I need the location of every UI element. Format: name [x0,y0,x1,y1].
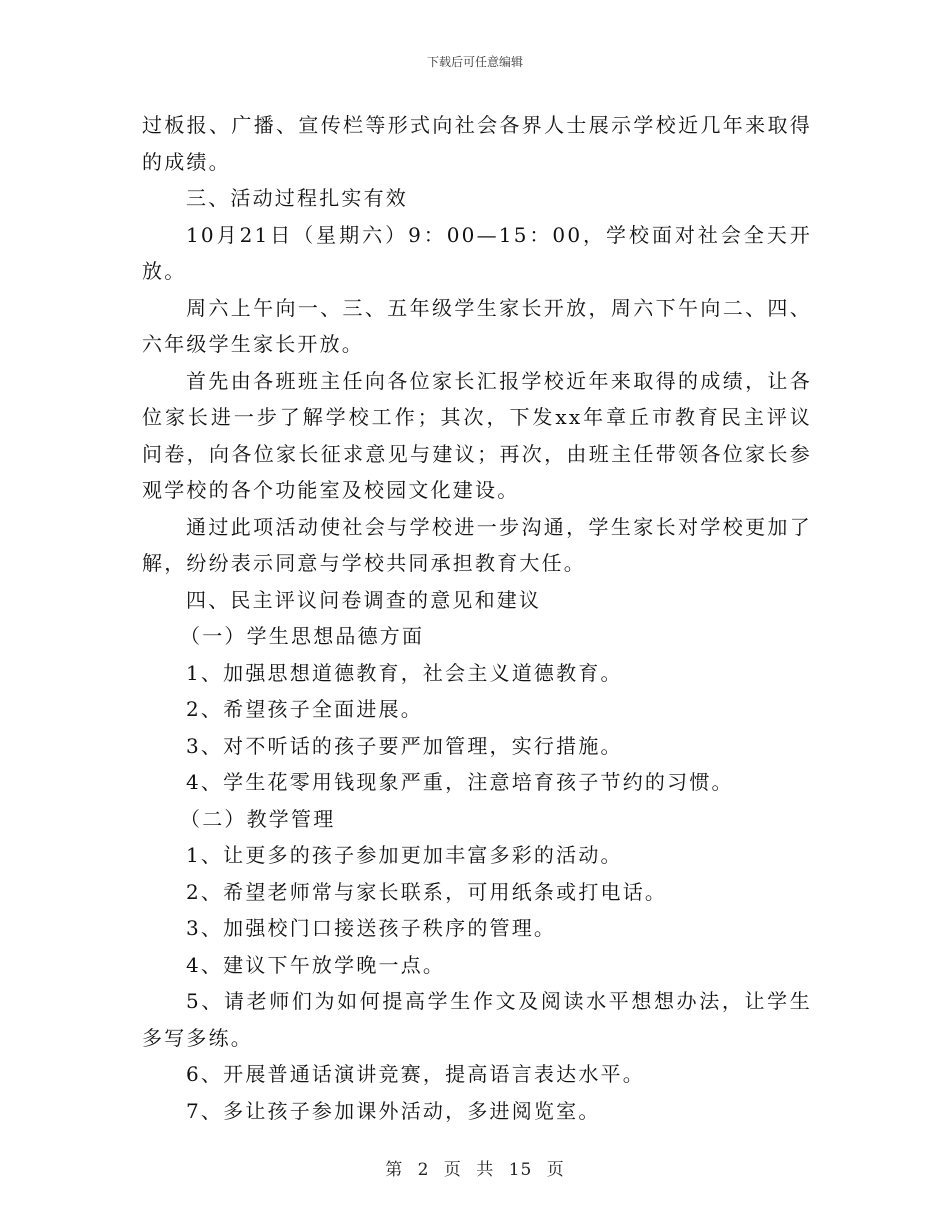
list-item: 2、希望老师常与家长联系，可用纸条或打电话。 [186,879,668,904]
footer-ye: 页 [443,1160,462,1180]
section-heading: 四、民主评议问卷调查的意见和建议 [186,587,542,612]
list-item: 1、加强思想道德教育，社会主义道德教育。 [186,660,623,685]
paragraph: 首先由各班班主任向各位家长汇报学校近年来取得的成绩，让各位家长进一步了解学校工作；其次，下发xx年章丘市教育民主评议问卷，向各位家长征求意见与建议；再次，由班主任带领各位家长参观学校的各个功能室及校园文化建设。 [142,368,812,502]
section-heading: 三、活动过程扎实有效 [186,186,408,210]
subsection-heading: （二）教学管理 [180,806,336,831]
paragraph: 过板报、广播、宣传栏等形式向社会各界人士展示学校近几年来取得的成绩。 [142,113,812,174]
list-item: 7、多让孩子参加课外活动，多进阅览室。 [186,1098,601,1123]
paragraph: 10月21日（星期六）9：00—15：00，学校面对社会全天开放。 [142,222,812,283]
list-item: 6、开展普通话演讲竞赛，提高语言表达水平。 [186,1062,645,1086]
footer-ye: 页 [546,1160,565,1180]
footer-gong: 共 [476,1160,495,1180]
footer-di: 第 [385,1160,404,1180]
list-item: 2、希望孩子全面进展。 [186,697,423,721]
list-item: 4、学生花零用钱现象严重，注意培育孩子节约的习惯。 [186,770,734,794]
paragraph: 通过此项活动使社会与学校进一步沟通，学生家长对学校更加了解，纷纷表示同意与学校共同承担教育大任。 [142,514,812,575]
subsection-heading: （一）学生思想品德方面 [180,624,425,648]
current-page-number: 2 [417,1160,430,1180]
list-item: 3、对不听话的孩子要严加管理，实行措施。 [186,733,623,758]
paragraph: 周六上午向一、三、五年级学生家长开放，周六下午向二、四、六年级学生家长开放。 [142,295,812,356]
list-item: 3、加强校门口接送孩子秩序的管理。 [186,916,557,940]
list-item: 4、建议下午放学晚一点。 [186,952,446,977]
total-page-count: 15 [508,1160,533,1180]
header-note: 下载后可任意编辑 [426,55,523,69]
page-number-footer [0,1155,950,1180]
list-item: 5、请老师们为如何提高学生作文及阅读水平想想办法，让学生多写多练。 [142,989,812,1050]
list-item: 1、让更多的孩子参加更加丰富多彩的活动。 [186,843,623,867]
document-body [142,107,812,1129]
